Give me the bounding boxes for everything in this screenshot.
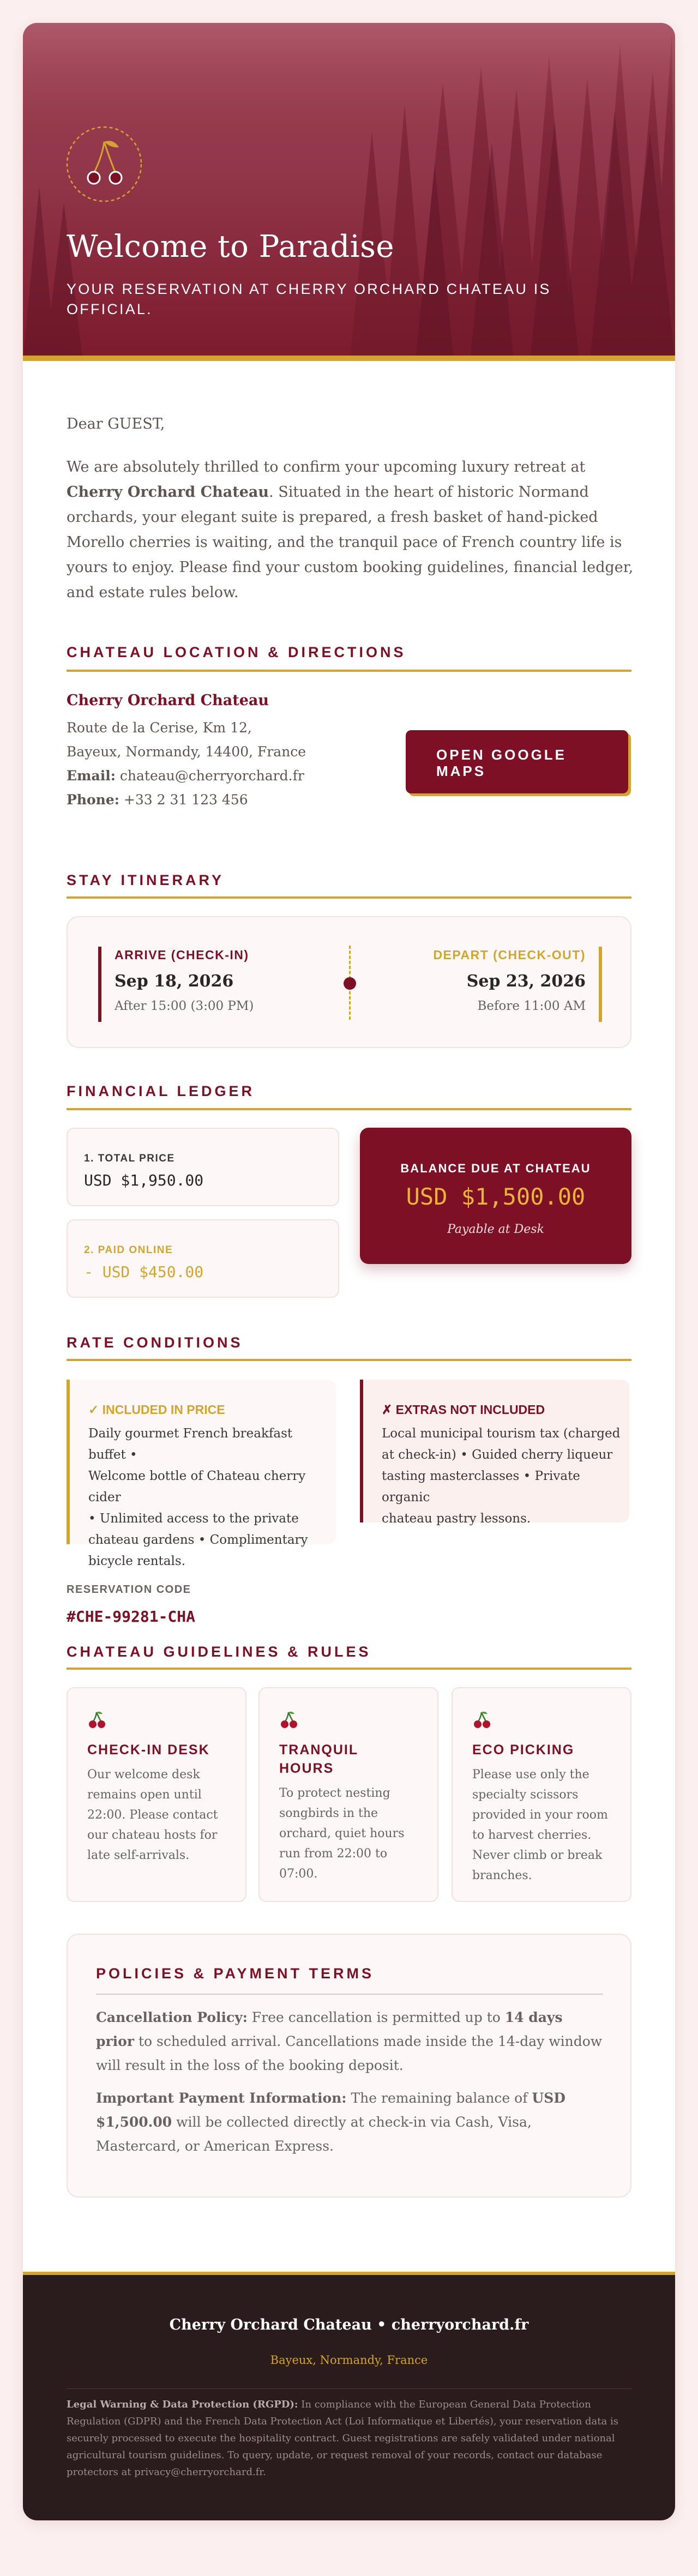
email-line: Email: chateau@cherryorchard.fr bbox=[67, 768, 304, 784]
rates-heading: RATE CONDITIONS bbox=[67, 1334, 243, 1351]
email-card bbox=[23, 23, 675, 2520]
checkin-label: ARRIVE (CHECK-IN) bbox=[115, 948, 249, 962]
included-text: Daily gourmet French breakfast buffet • Welcome bottle of Chateau cherry cider • Unlimited access to the private chateau gardens • Complimentary bicycle rentals. bbox=[88, 1427, 308, 1568]
hero-divider bbox=[23, 356, 675, 361]
rule-description: Please use only the specialty scissors provided in your room to harvest cherries. Never climb or break branches. bbox=[472, 1768, 608, 1882]
balance-due-box bbox=[360, 1128, 631, 1264]
ledger-divider bbox=[67, 1108, 631, 1110]
reservation-code-label: RESERVATION CODE bbox=[67, 1584, 191, 1596]
rule-description: To protect nesting songbirds in the orchard, quiet hours run from 22:00 to 07:00. bbox=[279, 1786, 405, 1881]
greeting: Dear GUEST, bbox=[67, 416, 165, 432]
cherry-icon bbox=[472, 1710, 492, 1732]
footer-divider bbox=[23, 2272, 675, 2275]
checkout-accent-bar bbox=[599, 947, 602, 1022]
itinerary-heading: STAY ITINERARY bbox=[67, 872, 225, 888]
phone-link[interactable]: +33 2 31 123 456 bbox=[123, 792, 248, 808]
paid-online-label: 2. PAID ONLINE bbox=[84, 1244, 173, 1256]
cherry-logo-icon bbox=[65, 125, 143, 203]
rule-title: CHECK-IN DESK bbox=[87, 1742, 210, 1758]
footer-rule bbox=[67, 2388, 631, 2389]
email-link[interactable]: chateau@cherryorchard.fr bbox=[119, 768, 304, 784]
rule-card-checkin bbox=[67, 1687, 246, 1902]
checkin-time: After 15:00 (3:00 PM) bbox=[115, 999, 254, 1013]
policies-heading: POLICIES & PAYMENT TERMS bbox=[96, 1965, 375, 1982]
legal-warning: Legal Warning & Data Protection (RGPD): In compliance with the European General Data Protection Regulation (GDPR) and the French Data Protection Act (Loi Informatique et Libertés), your reservation data is securely processed to execute the hospitality contract. Guest registrations are safely validated under national agricultural tourism guidelines. To query, update, or request removal of your records, contact our database protectors at privacy@cherryorchard.fr. bbox=[67, 2399, 618, 2478]
checkin-date: Sep 18, 2026 bbox=[115, 972, 234, 991]
checkout-time: Before 11:00 AM bbox=[477, 999, 586, 1013]
hero-title: Welcome to Paradise bbox=[67, 229, 395, 264]
policies-box bbox=[67, 1934, 631, 2198]
rules-divider bbox=[67, 1668, 631, 1670]
paid-online-value: - USD $450.00 bbox=[84, 1263, 204, 1281]
balance-due-value: USD $1,500.00 bbox=[406, 1183, 586, 1210]
rates-divider bbox=[67, 1359, 631, 1361]
footer-address: Bayeux, Normandy, France bbox=[270, 2354, 428, 2367]
phone-line: Phone: +33 2 31 123 456 bbox=[67, 792, 248, 808]
chateau-name: Cherry Orchard Chateau bbox=[67, 484, 269, 501]
address-line-1: Route de la Cerise, Km 12, bbox=[67, 720, 252, 736]
ledger-heading: FINANCIAL LEDGER bbox=[67, 1083, 255, 1099]
total-price-box bbox=[67, 1128, 339, 1206]
rule-card-eco-picking bbox=[452, 1687, 631, 1902]
open-google-maps-button[interactable]: OPEN GOOGLE MAPS bbox=[406, 730, 628, 793]
rule-title: ECO PICKING bbox=[472, 1742, 575, 1758]
checkout-date: Sep 23, 2026 bbox=[466, 972, 586, 991]
extras-text: Local municipal tourism tax (charged at check-in) • Guided cherry liqueur tasting masterclasses • Private organic chateau pastry lessons. bbox=[382, 1427, 621, 1526]
rule-description: Our welcome desk remains open until 22:00. Please contact our chateau hosts for late self-arrivals. bbox=[87, 1768, 218, 1862]
cherry-icon bbox=[87, 1710, 107, 1732]
timeline-dot bbox=[344, 977, 356, 990]
extras-title: ✗ EXTRAS NOT INCLUDED bbox=[382, 1403, 545, 1417]
location-divider bbox=[67, 670, 631, 672]
rule-title: TRANQUIL HOURS bbox=[279, 1742, 359, 1776]
checkin-accent-bar bbox=[98, 947, 101, 1022]
total-price-value: USD $1,950.00 bbox=[84, 1171, 204, 1189]
reservation-code: #CHE-99281-CHA bbox=[67, 1608, 196, 1626]
cherry-icon bbox=[279, 1710, 299, 1732]
footer-brand[interactable]: Cherry Orchard Chateau • cherryorchard.fr bbox=[169, 2316, 529, 2333]
policies-divider bbox=[96, 1994, 603, 1995]
paid-online-box bbox=[67, 1219, 339, 1298]
itinerary-divider bbox=[67, 896, 631, 899]
itinerary-card bbox=[67, 916, 631, 1048]
included-title: ✓ INCLUDED IN PRICE bbox=[88, 1403, 225, 1417]
hero-banner bbox=[23, 23, 675, 361]
rules-heading: CHATEAU GUIDELINES & RULES bbox=[67, 1644, 371, 1660]
intro-paragraph: We are absolutely thrilled to confirm your upcoming luxury retreat at Cherry Orchard Chateau. Situated in the heart of historic Normand orchards, your elegant suite is prepared, a fresh basket of hand-picked Morello cherries is waiting, and the tranquil pace of French country life is yours to enjoy. Please find your custom booking guidelines, financial ledger, and estate rules below. bbox=[67, 459, 634, 601]
address-line-2: Bayeux, Normandy, 14400, France bbox=[67, 744, 306, 760]
rule-card-tranquil-hours bbox=[258, 1687, 438, 1902]
extras-box bbox=[360, 1380, 629, 1526]
checkout-label: DEPART (CHECK-OUT) bbox=[433, 948, 586, 962]
payment-information: Important Payment Information: The remaining balance of USD $1,500.00 will be collected directly at check-in via Cash, Visa, Mastercard, or American Express. bbox=[96, 2090, 565, 2154]
location-heading: CHATEAU LOCATION & DIRECTIONS bbox=[67, 644, 406, 660]
location-name: Cherry Orchard Chateau bbox=[67, 692, 269, 709]
footer bbox=[23, 2272, 675, 2520]
balance-due-note: Payable at Desk bbox=[447, 1223, 544, 1236]
included-box bbox=[67, 1380, 336, 1568]
total-price-label: 1. TOTAL PRICE bbox=[84, 1153, 175, 1164]
cancellation-policy: Cancellation Policy: Free cancellation is permitted up to 14 days prior to scheduled arrival. Cancellations made inside the 14-day window will result in the loss of the booking deposit. bbox=[96, 2009, 603, 2073]
balance-due-label: BALANCE DUE AT CHATEAU bbox=[400, 1161, 591, 1175]
hero-subtitle: YOUR RESERVATION AT CHERRY ORCHARD CHATEAU IS OFFICIAL. bbox=[67, 281, 551, 317]
